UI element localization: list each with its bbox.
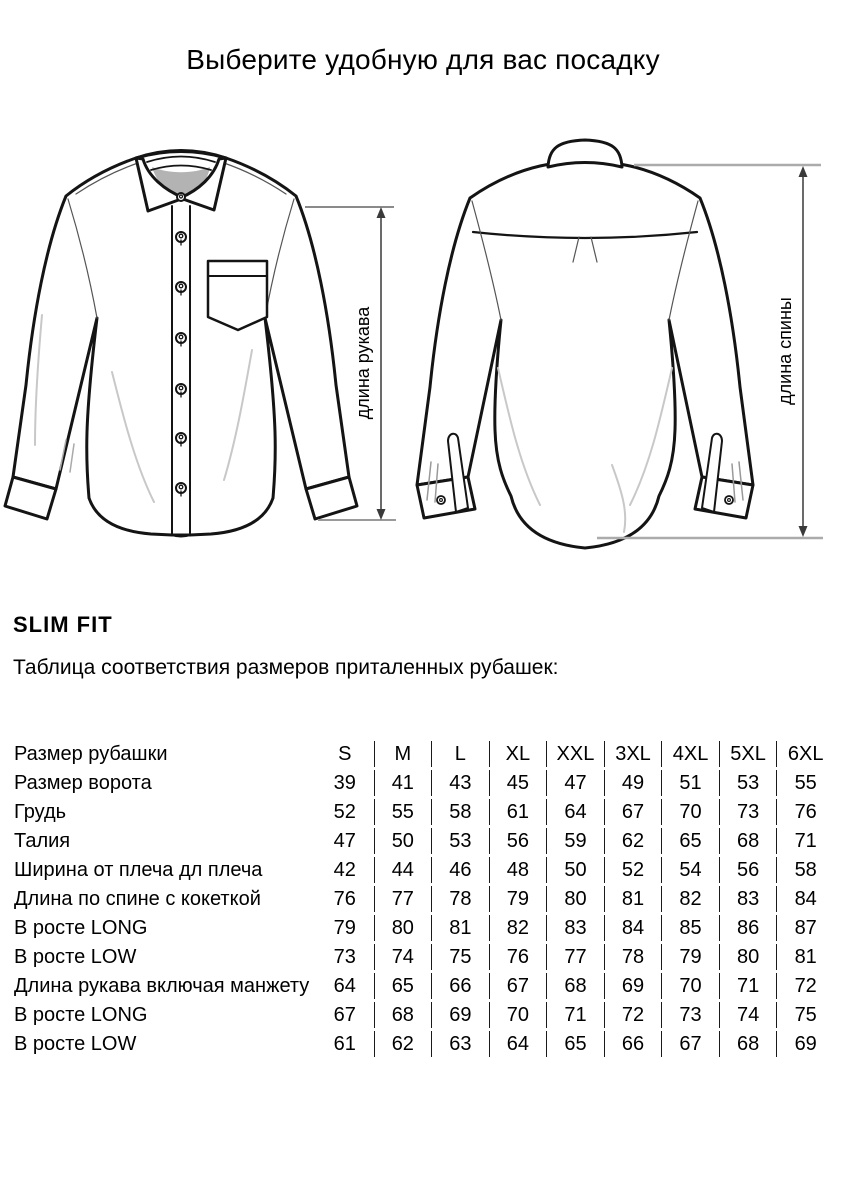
shirt-front-drawing <box>5 151 357 537</box>
cell-value: 64 <box>489 1031 547 1057</box>
cell-value: 85 <box>661 915 719 941</box>
cell-value: 74 <box>719 1002 777 1028</box>
size-table-body <box>14 741 834 1057</box>
cell-value: 59 <box>546 828 604 854</box>
cell-value: 80 <box>719 944 777 970</box>
cell-value: 4XL <box>661 741 719 767</box>
table-row <box>14 944 834 970</box>
cell-value: 45 <box>489 770 547 796</box>
cell-value: XXL <box>546 741 604 767</box>
cell-value: 50 <box>374 828 432 854</box>
cell-value: 47 <box>333 830 356 852</box>
arrow-down-icon <box>377 509 386 520</box>
cell-value: 76 <box>489 944 547 970</box>
cell-value: 68 <box>546 973 604 999</box>
cell-value: 52 <box>604 857 662 883</box>
cell-value: 79 <box>661 944 719 970</box>
cell-value: 73 <box>719 799 777 825</box>
shirt-diagram <box>0 110 846 580</box>
cell-value: 42 <box>333 859 356 881</box>
row-label: Длина по спине с кокеткой <box>14 888 261 910</box>
cell-value: 68 <box>719 1031 777 1057</box>
cell-value: 69 <box>776 1031 834 1057</box>
cell-value: 66 <box>604 1031 662 1057</box>
table-row <box>14 1031 834 1057</box>
row-label: В росте LONG <box>14 1004 148 1026</box>
table-row <box>14 886 834 912</box>
cell-value: 55 <box>374 799 432 825</box>
cell-value: 62 <box>374 1031 432 1057</box>
cell-value: 41 <box>374 770 432 796</box>
row-label: Грудь <box>14 801 67 823</box>
back-collar-stand <box>548 140 622 167</box>
cell-value: 86 <box>719 915 777 941</box>
cell-value: 3XL <box>604 741 662 767</box>
cell-value: 78 <box>604 944 662 970</box>
cell-value: 83 <box>546 915 604 941</box>
cell-value: 71 <box>719 973 777 999</box>
cell-value: 65 <box>546 1031 604 1057</box>
cell-value: 76 <box>333 888 356 910</box>
cell-value: 68 <box>374 1002 432 1028</box>
cell-value: 84 <box>776 886 834 912</box>
cell-value: 72 <box>604 1002 662 1028</box>
cell-value: 80 <box>374 915 432 941</box>
cell-value: XL <box>489 741 547 767</box>
cell-value: 67 <box>604 799 662 825</box>
row-label: Талия <box>14 830 71 852</box>
cell-value: 71 <box>776 828 834 854</box>
arrow-up-icon <box>799 166 808 177</box>
cell-value: 77 <box>546 944 604 970</box>
cell-value: 72 <box>776 973 834 999</box>
cell-value: 46 <box>431 857 489 883</box>
cell-value: 50 <box>546 857 604 883</box>
row-label: Длина рукава включая манжету <box>14 975 310 997</box>
cell-value: 5XL <box>719 741 777 767</box>
cell-value: 82 <box>489 915 547 941</box>
cell-value: 55 <box>776 770 834 796</box>
cell-value: 67 <box>333 1004 356 1026</box>
cell-value: 81 <box>604 886 662 912</box>
cell-value: 69 <box>604 973 662 999</box>
table-row <box>14 973 834 999</box>
cell-value: 82 <box>661 886 719 912</box>
cell-value: 6XL <box>776 741 834 767</box>
cell-value: 61 <box>489 799 547 825</box>
cell-value: 77 <box>374 886 432 912</box>
row-label: Ширина от плеча дл плеча <box>14 859 263 881</box>
cell-value: 44 <box>374 857 432 883</box>
cell-value: 52 <box>333 801 356 823</box>
cell-value: 61 <box>333 1033 356 1055</box>
cell-value: 62 <box>604 828 662 854</box>
cell-value: 54 <box>661 857 719 883</box>
table-row <box>14 915 834 941</box>
table-row <box>14 799 834 825</box>
cell-value: 81 <box>431 915 489 941</box>
row-label: Размер ворота <box>14 772 152 794</box>
cell-value: 64 <box>546 799 604 825</box>
cell-value: 84 <box>604 915 662 941</box>
arrow-up-icon <box>377 207 386 218</box>
cell-value: 83 <box>719 886 777 912</box>
row-label: В росте LONG <box>14 917 148 939</box>
cell-value: 87 <box>776 915 834 941</box>
size-table <box>14 738 834 1060</box>
cell-value: 75 <box>776 1002 834 1028</box>
cell-value: 49 <box>604 770 662 796</box>
cell-value: 80 <box>546 886 604 912</box>
cell-value: M <box>374 741 432 767</box>
cell-value: 67 <box>661 1031 719 1057</box>
row-label: Размер рубашки <box>14 743 168 765</box>
cell-value: 43 <box>431 770 489 796</box>
cell-value: 70 <box>661 973 719 999</box>
cell-value: 76 <box>776 799 834 825</box>
row-label: В росте LOW <box>14 946 137 968</box>
cell-value: 48 <box>489 857 547 883</box>
cell-value: 53 <box>719 770 777 796</box>
cell-value: 65 <box>661 828 719 854</box>
back-length-label: длина спины <box>775 297 795 405</box>
table-subtitle: Таблица соответствия размеров приталенных рубашек: <box>13 656 559 679</box>
cell-value: 73 <box>333 946 356 968</box>
arrow-down-icon <box>799 526 808 537</box>
cell-value: 47 <box>546 770 604 796</box>
table-row <box>14 770 834 796</box>
slim-fit-heading: SLIM FIT <box>13 612 113 637</box>
cell-value: 75 <box>431 944 489 970</box>
cell-value: 66 <box>431 973 489 999</box>
row-label: В росте LOW <box>14 1033 137 1055</box>
cell-value: 78 <box>431 886 489 912</box>
cell-value: 70 <box>489 1002 547 1028</box>
cell-value: 51 <box>661 770 719 796</box>
cell-value: 73 <box>661 1002 719 1028</box>
table-row <box>14 1002 834 1028</box>
cell-value: L <box>431 741 489 767</box>
cell-value: 79 <box>333 917 356 939</box>
chest-pocket <box>208 261 267 330</box>
cell-value: 58 <box>431 799 489 825</box>
page-title: Выберите удобную для вас посадку <box>186 44 660 75</box>
table-row <box>14 857 834 883</box>
cell-value: 71 <box>546 1002 604 1028</box>
cell-value: 56 <box>489 828 547 854</box>
table-row <box>14 828 834 854</box>
cell-value: 58 <box>776 857 834 883</box>
cell-value: 68 <box>719 828 777 854</box>
shirt-back-drawing <box>417 140 753 548</box>
sleeve-length-label: длина рукава <box>353 306 373 420</box>
cell-value: 79 <box>489 886 547 912</box>
cell-value: S <box>338 743 352 765</box>
cell-value: 65 <box>374 973 432 999</box>
cell-value: 70 <box>661 799 719 825</box>
cell-value: 53 <box>431 828 489 854</box>
cell-value: 64 <box>333 975 356 997</box>
cell-value: 74 <box>374 944 432 970</box>
cell-value: 81 <box>776 944 834 970</box>
cell-value: 39 <box>333 772 356 794</box>
table-row <box>14 741 834 767</box>
cell-value: 63 <box>431 1031 489 1057</box>
cell-value: 56 <box>719 857 777 883</box>
cell-value: 69 <box>431 1002 489 1028</box>
cell-value: 67 <box>489 973 547 999</box>
